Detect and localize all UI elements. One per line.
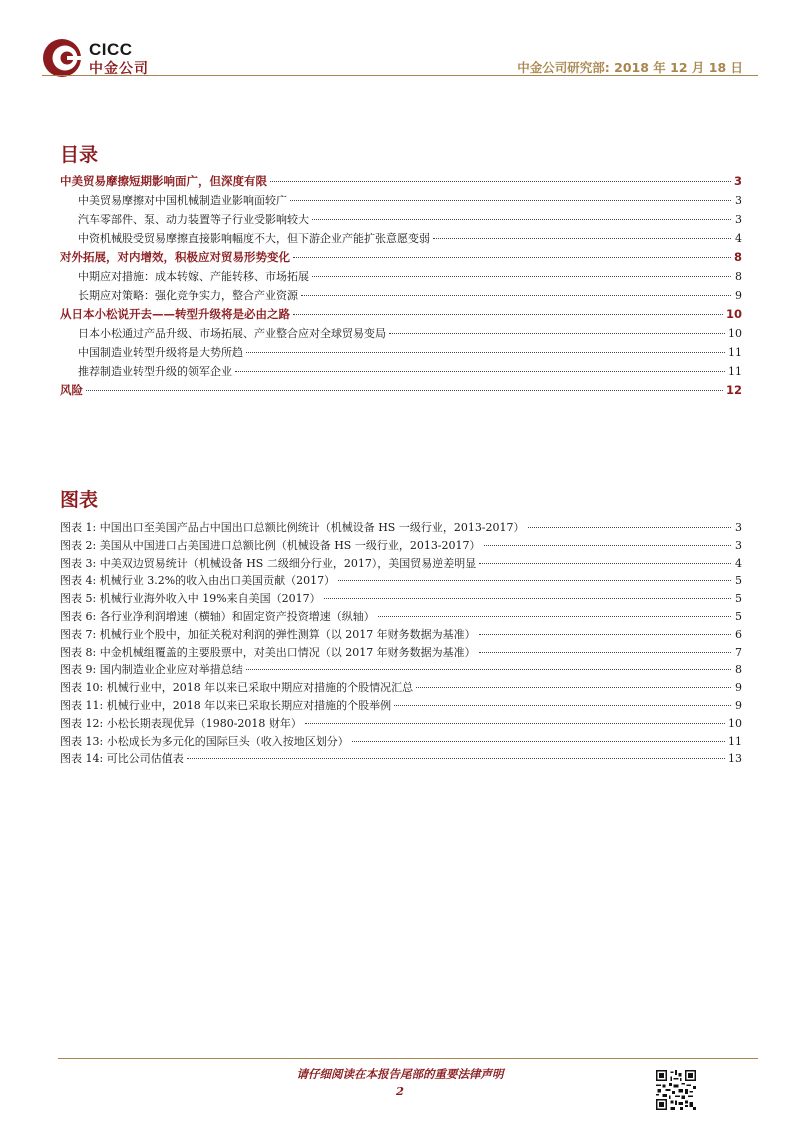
figure-entry-text: 图表 8: 中金机械组覆盖的主要股票中，对美出口情况（以 2017 年财务数据为基准） [60, 645, 476, 659]
toc-subsection-entry[interactable] [60, 267, 742, 286]
toc-section-entry[interactable] [60, 248, 742, 267]
dot-leader [479, 634, 731, 635]
toc-section-entry[interactable] [60, 172, 742, 191]
toc-subsection-entry[interactable] [60, 191, 742, 210]
toc-entry-page: 11 [728, 346, 742, 359]
figure-entry-text: 图表 4: 机械行业 3.2%的收入由出口美国贡献（2017） [60, 574, 336, 588]
toc-subsection-entry[interactable] [60, 343, 742, 362]
figure-list [60, 519, 742, 768]
figure-entry-text: 图表 3: 中美双边贸易统计（机械设备 HS 二级细分行业，2017），美国贸易逆差明显 [60, 556, 477, 570]
figure-entry-text: 图表 11: 机械行业中，2018 年以来已采取长期应对措施的个股举例 [60, 698, 392, 712]
figure-entry[interactable] [60, 590, 742, 608]
toc-entry-text: 中美贸易摩擦对中国机械制造业影响面较广 [78, 194, 287, 207]
cicc-logo-icon [42, 38, 82, 78]
toc-entry-page: 4 [735, 232, 742, 245]
logo-chinese-text: 中金公司 [89, 61, 149, 77]
dot-leader [270, 181, 731, 182]
figure-entry-page: 11 [728, 734, 742, 748]
figure-entry-page: 8 [735, 663, 742, 677]
dot-leader [293, 257, 731, 258]
figure-entry-page: 9 [735, 681, 742, 695]
header-divider [42, 75, 758, 76]
figure-entry[interactable] [60, 626, 742, 644]
dot-leader [86, 390, 723, 391]
figure-entry[interactable] [60, 537, 742, 555]
dot-leader [235, 371, 725, 372]
legal-disclaimer-note: 请仔细阅读在本报告尾部的重要法律声明 [296, 1067, 504, 1081]
dot-leader [290, 200, 731, 201]
dot-leader [479, 563, 731, 564]
dot-leader [301, 295, 731, 296]
toc-entry-text: 中资机械股受贸易摩擦直接影响幅度不大，但下游企业产能扩张意愿变弱 [78, 232, 430, 245]
dot-leader [305, 723, 725, 724]
figure-entry-text: 图表 5: 机械行业海外收入中 19%来自美国（2017） [60, 592, 321, 606]
dot-leader [479, 652, 731, 653]
toc-entry-page: 8 [735, 270, 742, 283]
toc-subsection-entry[interactable] [60, 229, 742, 248]
footer-divider [58, 1058, 758, 1059]
toc-section-entry[interactable] [60, 381, 742, 400]
toc-entry-page: 3 [735, 194, 742, 207]
dot-leader [338, 580, 731, 581]
cicc-logo [42, 38, 162, 78]
toc-entry-text: 日本小松通过产品升级、市场拓展、产业整合应对全球贸易变局 [78, 327, 386, 340]
dot-leader [324, 598, 731, 599]
dot-leader [433, 238, 731, 239]
toc-entry-page: 12 [725, 383, 742, 397]
figure-entry[interactable] [60, 733, 742, 751]
toc-entry-text: 风险 [60, 383, 83, 397]
toc-section-entry[interactable] [60, 305, 742, 324]
figure-entry-page: 7 [735, 645, 742, 659]
page-number: 2 [395, 1084, 404, 1098]
figure-entry-page: 3 [735, 521, 742, 534]
toc-entry-page: 9 [735, 289, 742, 302]
toc-entry-text: 中美贸易摩擦短期影响面广，但深度有限 [60, 174, 267, 188]
dot-leader [389, 333, 725, 334]
dot-leader [378, 616, 731, 617]
figure-entry-text: 图表 12: 小松长期表现优异（1980-2018 财年） [60, 716, 302, 730]
toc-entry-page: 10 [725, 307, 742, 321]
toc-entry-text: 从日本小松说开去——转型升级将是必由之路 [60, 307, 290, 321]
dot-leader [293, 314, 723, 315]
toc-entry-text: 推荐制造业转型升级的领军企业 [78, 365, 232, 378]
toc-entry-text: 长期应对策略：强化竞争实力，整合产业资源 [78, 289, 298, 302]
dot-leader [246, 669, 731, 670]
figure-entry-text: 图表 9: 国内制造业企业应对举措总结 [60, 663, 243, 677]
toc-entry-page: 8 [733, 250, 742, 264]
dot-leader [416, 687, 731, 688]
figure-entry-page: 13 [728, 752, 742, 766]
figure-entry-page: 9 [735, 698, 742, 712]
figure-entry-page: 3 [735, 538, 742, 552]
toc-subsection-entry[interactable] [60, 286, 742, 305]
figure-entry-text: 图表 10: 机械行业中，2018 年以来已采取中期应对措施的个股情况汇总 [60, 681, 414, 695]
toc-entry-text: 汽车零部件、泵、动力装置等子行业受影响较大 [78, 213, 309, 226]
figure-entry[interactable] [60, 661, 742, 679]
toc-entry-text: 对外拓展，对内增效，积极应对贸易形势变化 [60, 250, 290, 264]
figure-entry-page: 5 [735, 592, 742, 606]
figure-entry-text: 图表 1: 中国出口至美国产品占中国出口总额比例统计（机械设备 HS 一级行业，2013-2017） [60, 521, 525, 534]
figure-entry-text: 图表 13: 小松成长为多元化的国际巨头（收入按地区划分） [60, 734, 349, 748]
figure-entry-page: 4 [735, 556, 742, 570]
dot-leader [312, 276, 731, 277]
figure-list-title: 图表 [60, 489, 99, 511]
dot-leader [352, 741, 725, 742]
figure-entry[interactable] [60, 679, 742, 697]
qr-code-icon [656, 1070, 696, 1110]
toc-subsection-entry[interactable] [60, 210, 742, 229]
logo-english-text: CICC [89, 40, 133, 59]
dot-leader [187, 758, 725, 759]
figure-entry[interactable] [60, 519, 742, 537]
figure-entry-text: 图表 6: 各行业净利润增速（横轴）和固定资产投资增速（纵轴） [60, 609, 375, 623]
figure-entry-text: 图表 14: 可比公司估值表 [60, 752, 184, 766]
figure-entry-page: 6 [735, 627, 742, 641]
figure-entry-text: 图表 7: 机械行业个股中，加征关税对利润的弹性测算（以 2017 年财务数据为基准） [60, 627, 476, 641]
figure-entry[interactable] [60, 750, 742, 768]
toc-entry-text: 中期应对措施：成本转嫁、产能转移、市场拓展 [78, 270, 309, 283]
figure-entry-page: 5 [735, 574, 742, 588]
header-report-date: 中金公司研究部: 2018 年 12 月 18 日 [517, 60, 743, 75]
toc-title: 目录 [60, 144, 99, 166]
toc-entry-page: 11 [728, 365, 742, 378]
toc-entry-text: 中国制造业转型升级将是大势所趋 [78, 346, 243, 359]
figure-entry[interactable] [60, 644, 742, 662]
figure-entry[interactable] [60, 697, 742, 715]
toc-entry-page: 3 [735, 213, 742, 226]
toc-subsection-entry[interactable] [60, 362, 742, 381]
figure-entry-text: 图表 2: 美国从中国进口占美国进口总额比例（机械设备 HS 一级行业，2013-2017） [60, 538, 481, 552]
dot-leader [528, 527, 731, 528]
figure-entry[interactable] [60, 608, 742, 626]
dot-leader [312, 219, 731, 220]
dot-leader [394, 705, 731, 706]
dot-leader [484, 545, 731, 546]
toc-entry-page: 3 [733, 174, 742, 188]
figure-entry-page: 5 [735, 609, 742, 623]
figure-entry[interactable] [60, 715, 742, 733]
figure-entry[interactable] [60, 555, 742, 573]
toc-subsection-entry[interactable] [60, 324, 742, 343]
figure-entry-page: 10 [728, 716, 742, 730]
toc-entry-page: 10 [728, 327, 742, 340]
toc-list [60, 172, 742, 400]
dot-leader [246, 352, 725, 353]
figure-entry[interactable] [60, 572, 742, 590]
